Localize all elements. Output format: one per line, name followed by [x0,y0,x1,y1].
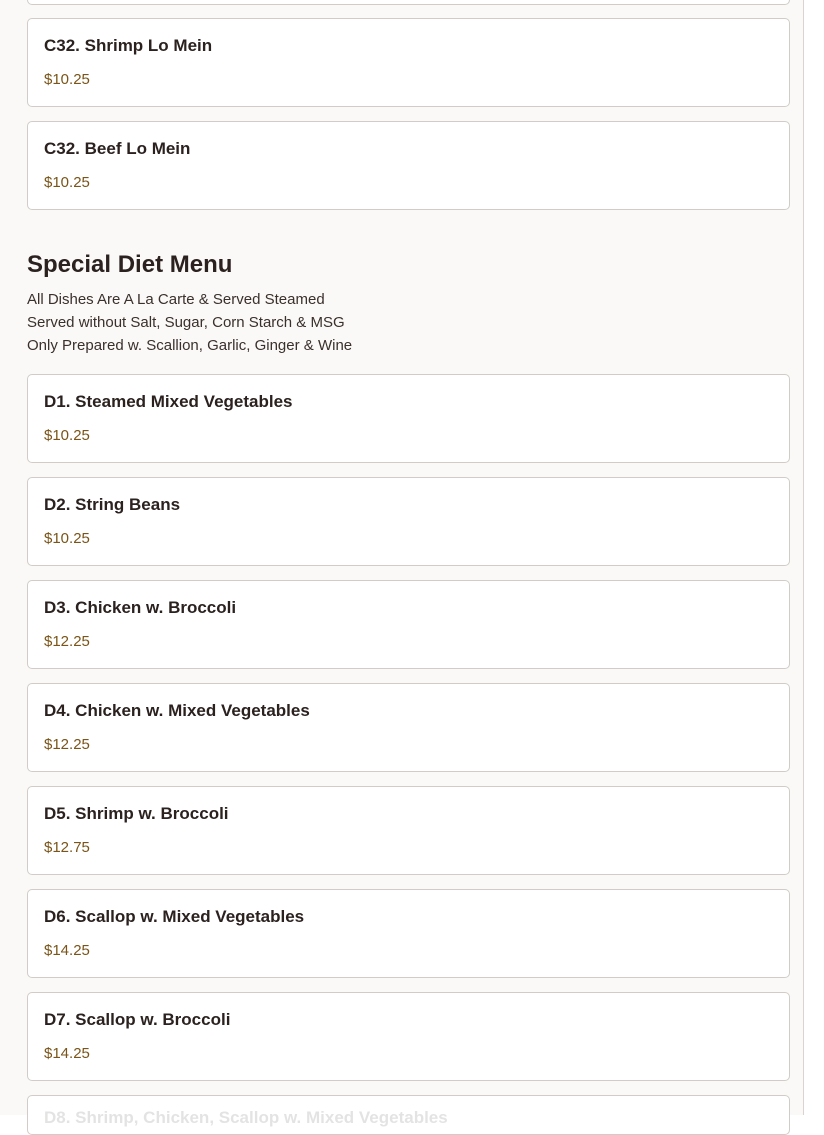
menu-item-name: D1. Steamed Mixed Vegetables [44,392,293,411]
menu-item-card[interactable] [27,374,790,463]
menu-item-price: $10.25 [44,427,90,444]
menu-item-card[interactable] [27,786,790,875]
section-description-line: All Dishes Are A La Carte & Served Steamed [27,291,325,308]
menu-item-name: D5. Shrimp w. Broccoli [44,804,229,823]
section-description-line: Only Prepared w. Scallion, Garlic, Ginger & Wine [27,337,353,354]
menu-item-card[interactable] [27,477,790,566]
menu-item-card-partial[interactable] [27,0,790,5]
menu-item-name: C32. Beef Lo Mein [44,139,191,158]
menu-item-name: D7. Scallop w. Broccoli [44,1010,231,1029]
menu-item-name: D4. Chicken w. Mixed Vegetables [44,701,310,720]
menu-item-name: D3. Chicken w. Broccoli [44,598,237,617]
menu-item-price: $12.75 [44,839,90,856]
menu-item-name: D8. Shrimp, Chicken, Scallop w. Mixed Vegetables [44,1108,448,1127]
menu-item-name: D6. Scallop w. Mixed Vegetables [44,907,305,926]
menu-item-name: C32. Shrimp Lo Mein [44,36,213,55]
menu-item-price: $12.25 [44,736,90,753]
menu-item-price: $10.25 [44,174,90,191]
menu-item-card[interactable] [27,580,790,669]
menu-item-card[interactable] [27,18,790,107]
menu-item-price: $10.25 [44,71,90,88]
section-title: Special Diet Menu [27,251,233,278]
menu-item-name: D2. String Beans [44,495,181,514]
menu-item-price: $14.25 [44,942,90,959]
menu-item-card[interactable] [27,992,790,1081]
section-description-line: Served without Salt, Sugar, Corn Starch & MSG [27,314,345,331]
menu-item-card[interactable] [27,121,790,210]
menu-item-price: $14.25 [44,1045,90,1062]
menu-item-price: $12.25 [44,633,90,650]
menu-item-price: $10.25 [44,530,90,547]
menu-item-card[interactable] [27,889,790,978]
menu-item-card[interactable] [27,683,790,772]
menu-item-card-partial[interactable] [27,1095,790,1135]
